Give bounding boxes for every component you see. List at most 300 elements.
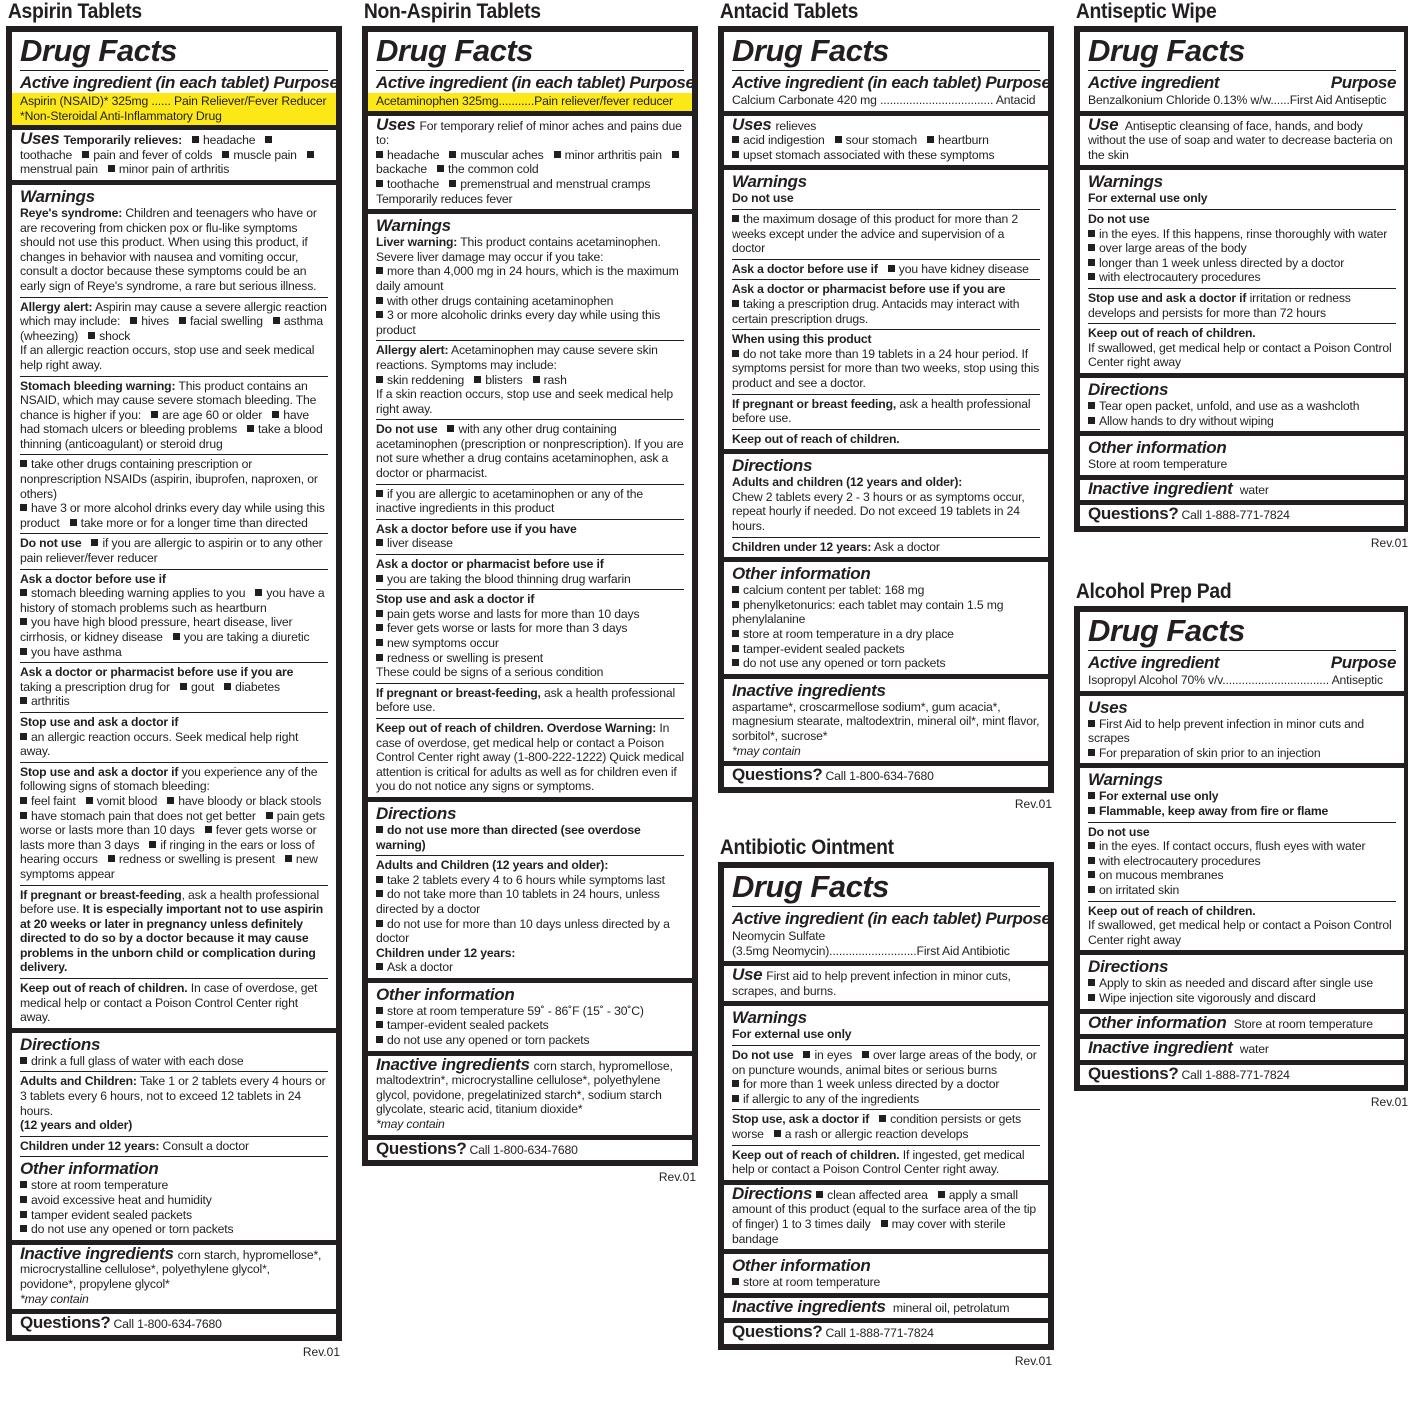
section-heading: Directions [20, 1034, 101, 1054]
section-box [368, 802, 692, 978]
bold-label: Ask a doctor before use if [20, 571, 166, 586]
bullet-icon [1088, 792, 1095, 799]
bullet-icon [803, 1051, 810, 1058]
bold-label: Do not use [1088, 211, 1150, 226]
section-heading: Warnings [1088, 770, 1163, 790]
bullet-icon [938, 1191, 945, 1198]
bullet-icon [20, 504, 27, 511]
text: Aspirin may cause a severe allergic reaction which may include: [20, 299, 327, 329]
bullet-icon [376, 826, 383, 833]
bullet-icon [732, 151, 739, 158]
section-paragraph [732, 1296, 1040, 1316]
section-box [12, 1033, 336, 1240]
bold-label: Keep out of reach of children. [732, 1147, 900, 1162]
bullet-text: acid indigestion [743, 133, 825, 148]
text: *may contain [732, 743, 801, 758]
section-heading: Uses [20, 129, 60, 149]
bullet-icon [1088, 857, 1095, 864]
section-box [368, 1140, 692, 1161]
section-paragraph [1088, 976, 1396, 1005]
bullet-icon [732, 601, 739, 608]
bullet-text: headache [387, 147, 440, 162]
bullet-text: For preparation of skin prior to an injection [1099, 745, 1321, 760]
product-column-aspirin [6, 0, 342, 1359]
bold-label: Do not use [20, 536, 82, 551]
bullet-text: calcium content per tablet: 168 mg [743, 583, 925, 598]
active-ingredient-line: Calcium Carbonate 420 mg ................................... Antacid [732, 93, 1036, 107]
text: Antiseptic cleansing of face, hands, and body without the use of soap and water to decrease bacteria on the skin [1088, 118, 1393, 162]
section-paragraph [20, 1071, 328, 1132]
bullet-icon [732, 586, 739, 593]
section-box [1080, 116, 1404, 166]
bullet-icon [376, 610, 383, 617]
section-box [1080, 955, 1404, 1008]
section-paragraph [732, 583, 1040, 671]
section-heading: Inactive ingredient [1088, 478, 1233, 498]
bold-label: do not use more than directed (see overdose warning) [376, 822, 641, 852]
bullet-text: you are taking a diuretic [183, 630, 310, 644]
bullet-text: pain gets worse and lasts for more than 10 days [387, 606, 640, 621]
section-box [12, 1314, 336, 1335]
section-box [724, 1323, 1048, 1344]
section-paragraph [1088, 209, 1396, 285]
section-paragraph [20, 533, 328, 565]
bold-label: Stop use and ask a doctor if [20, 714, 179, 729]
bullet-icon [376, 490, 383, 497]
bullet-icon [307, 151, 314, 158]
bullet-icon [20, 618, 27, 625]
section-paragraph [20, 1054, 328, 1069]
product-column-alcohol-prep [1074, 580, 1408, 1109]
section-paragraph [20, 206, 328, 294]
section-paragraph [1088, 1038, 1396, 1058]
bold-label: Allergy alert: [376, 343, 449, 358]
drug-facts-header [368, 32, 695, 111]
bold-label: Do not use [1088, 824, 1150, 839]
text: corn starch, hypromellose*, microcrystalline cellulose*, polyethylene glycol*, povidone*, propylene glycol* [20, 1247, 322, 1291]
section-paragraph [732, 279, 1040, 326]
text: relieves [775, 118, 817, 133]
bold-label: Stop use and ask a doctor if [376, 592, 535, 607]
bullet-icon [879, 1115, 886, 1122]
text: *may contain [376, 1117, 445, 1132]
bullet-icon [732, 300, 739, 307]
bold-label: For external use only [1099, 789, 1219, 804]
section-heading: Use [732, 965, 763, 985]
bullet-text: menstrual pain [20, 162, 98, 177]
section-paragraph [376, 683, 684, 715]
bullet-text: have had stomach ulcers or bleeding problems [20, 407, 310, 437]
bullet-text: Apply to skin as needed and discard after single use [1099, 976, 1374, 991]
questions-label: Questions? [376, 1138, 467, 1158]
section-box [1080, 480, 1404, 501]
bold-label: Ask a doctor or pharmacist before use if [376, 557, 604, 572]
bullet-text: if allergic to any of the ingredients [743, 1091, 920, 1106]
bullet-icon [376, 920, 383, 927]
active-ingredient-label: Active ingredient (in each tablet) Purpose [732, 73, 1051, 92]
bold-label: Keep out of reach of children. [20, 981, 188, 996]
bullet-text: condition persists or gets worse [732, 1112, 1022, 1141]
bullet-icon [1088, 244, 1095, 251]
bullet-icon [205, 826, 212, 833]
section-paragraph [732, 329, 1040, 390]
bullet-text: liver disease [387, 536, 453, 551]
bold-label: Do not use [732, 191, 794, 206]
bullet-text: Allow hands to dry without wiping [1099, 413, 1274, 428]
section-paragraph [732, 1027, 1040, 1042]
bullet-text: if you are allergic to aspirin or to any other pain reliever/fever reducer [20, 536, 323, 566]
section-heading: Directions [1088, 379, 1169, 399]
bold-label: Ask a doctor or pharmacist before use if you are [20, 665, 294, 680]
bullet-icon [1088, 720, 1095, 727]
bold-label: Stop use, ask a doctor if [732, 1112, 870, 1127]
bullet-icon [86, 797, 93, 804]
bullet-text: you have high blood pressure, heart disease, liver cirrhosis, or kidney disease [20, 615, 293, 644]
section-paragraph [1088, 1012, 1396, 1032]
section-heading: Warnings [20, 186, 95, 206]
active-ingredient-value [1088, 93, 1396, 108]
section-heading: Warnings [376, 216, 451, 236]
bullet-text: gout [190, 679, 215, 694]
section-heading: Directions [1088, 957, 1169, 977]
bullet-icon [862, 1051, 869, 1058]
bullet-icon [20, 648, 27, 655]
active-ingredient-label: Active ingredient [1088, 653, 1220, 672]
section-box [1080, 378, 1404, 431]
bullet-text: you have a history of stomach problems such as heartburn [20, 586, 325, 615]
section-paragraph [376, 823, 684, 852]
bold-label: Stop use and ask a doctor if [20, 764, 179, 779]
bullet-icon [376, 890, 383, 897]
text: This product contains an NSAID, which may cause severe stomach bleeding. The chance is higher if you: [20, 378, 317, 422]
active-ingredient-header [1088, 653, 1396, 673]
bullet-icon [888, 265, 895, 272]
section-box [724, 1006, 1048, 1179]
bullet-icon [881, 1220, 888, 1227]
section-paragraph [20, 1136, 328, 1154]
bold-label: If pregnant or breast feeding, [732, 396, 897, 411]
section-box [12, 1245, 336, 1309]
bullet-text: do not take more than 19 tablets in a 24 hour period. If symptoms persist for more than two weeks, stop using this product and see a doctor. [732, 346, 1040, 390]
section-paragraph [376, 340, 684, 416]
bullet-icon [20, 1196, 27, 1203]
text: Store at room temperature [1230, 1016, 1373, 1031]
section-box [724, 1185, 1048, 1249]
bullet-text: tamper-evident sealed packets [743, 641, 905, 656]
text: For temporary relief of minor aches and pains due to: [376, 118, 682, 148]
bullet-text: fever gets worse or lasts for more than 3 days [387, 621, 628, 636]
active-ingredient-line: *Non-Steroidal Anti-Inflammatory Drug [20, 108, 222, 123]
bullet-text: in eyes [814, 1047, 853, 1062]
bold-label: Keep out of reach of children. [732, 431, 900, 446]
bullet-icon [88, 332, 95, 339]
bullet-text: for more than 1 week unless directed by a doctor [743, 1077, 1000, 1092]
bold-label: Adults and Children: [20, 1074, 137, 1089]
section-heading: Uses [376, 114, 416, 134]
product-title: Antacid Tablets [719, 0, 859, 23]
questions-phone: Call 1-888-771-7824 [1181, 1067, 1290, 1082]
bullet-icon [108, 855, 115, 862]
bullet-text: on mucous membranes [1099, 868, 1224, 883]
bullet-text: upset stomach associated with these symptoms [743, 147, 995, 162]
bullet-text: do not take more than 10 tablets in 24 hours, unless directed by a doctor [376, 887, 660, 916]
section-heading: Other information [20, 1159, 159, 1179]
text: water [1236, 1042, 1269, 1057]
bold-label: Temporarily relieves: [63, 133, 183, 148]
bullet-icon [732, 136, 739, 143]
bullet-icon [376, 151, 383, 158]
section-box [368, 116, 692, 210]
bold-label: Children under 12 years: [376, 945, 516, 960]
bold-label: Flammable, keep away from fire or flame [1099, 803, 1329, 818]
section-paragraph [376, 519, 684, 551]
bullet-text: taking a prescription drug. Antacids may interact with certain prescription drugs. [732, 296, 1020, 326]
questions-label: Questions? [1088, 1063, 1179, 1083]
bullet-text: if you are allergic to acetaminophen or any of the inactive ingredients in this product [376, 486, 644, 516]
active-ingredient-line: (3.5mg Neomycin)...........................First Aid Antibiotic [732, 943, 1010, 958]
section-box [724, 679, 1048, 761]
text: ask a health professional before use. [376, 685, 676, 715]
bullet-text: Tear open packet, unfold, and use as a washcloth [1099, 398, 1360, 413]
active-ingredient-line: Isopropyl Alcohol 70% v/v................................. Antiseptic [1088, 673, 1383, 687]
section-box [724, 766, 1048, 787]
section-paragraph [20, 129, 328, 177]
bullet-text: Wipe injection site vigorously and discard [1099, 990, 1316, 1005]
section-paragraph [732, 1183, 1040, 1246]
bullet-icon [1088, 749, 1095, 756]
text: *may contain [20, 1291, 89, 1306]
bullet-icon [285, 855, 292, 862]
bullet-icon [1088, 230, 1095, 237]
bullet-text: First Aid to help prevent infection in minor cuts and scrapes [1088, 716, 1365, 746]
text: mineral oil, petrolatum [889, 1300, 1010, 1315]
bullet-icon [273, 317, 280, 324]
drug-facts-header [1080, 32, 1404, 111]
section-paragraph [20, 569, 328, 660]
text: irritation or redness develops and persists for more than 72 hours [1088, 290, 1351, 320]
section-paragraph [20, 762, 328, 882]
product-title: Aspirin Tablets [7, 0, 142, 23]
bullet-icon [774, 1130, 781, 1137]
product-column-non-aspirin [362, 0, 698, 1184]
bullet-icon [732, 1278, 739, 1285]
bullet-icon [1088, 842, 1095, 849]
bullet-text: headache [203, 133, 256, 148]
drug-facts-title: Drug Facts [1088, 34, 1396, 71]
text: you experience any of the following signs of stomach bleeding: [20, 764, 318, 794]
bullet-text: arthritis [31, 694, 70, 709]
bullet-icon [20, 797, 27, 804]
section-paragraph [732, 1045, 1040, 1106]
drug-facts-panel [1074, 26, 1408, 532]
section-heading: Inactive ingredients [376, 1054, 530, 1074]
bullet-icon [732, 645, 739, 652]
bullet-icon [1088, 994, 1095, 1001]
bullet-icon [247, 425, 254, 432]
section-paragraph [376, 484, 684, 516]
bullet-icon [376, 376, 383, 383]
section-box [12, 185, 336, 1028]
questions-line [732, 1322, 1040, 1342]
section-heading: Inactive ingredients [732, 680, 886, 700]
questions-phone: Call 1-800-634-7680 [113, 1317, 222, 1332]
section-box [1080, 696, 1404, 764]
section-heading: Inactive ingredient [1088, 1038, 1233, 1058]
bullet-icon [449, 180, 456, 187]
bullet-icon [167, 797, 174, 804]
bullet-icon [1088, 871, 1095, 878]
section-heading: Warnings [732, 172, 807, 192]
section-paragraph [1088, 114, 1396, 163]
bullet-text: vomit blood [96, 793, 158, 808]
section-box [1080, 505, 1404, 526]
section-box [1080, 1014, 1404, 1035]
bold-label: When using this product [732, 332, 872, 347]
bullet-icon [1088, 259, 1095, 266]
bullet-icon [20, 1057, 27, 1064]
bold-label: Do not use [732, 1047, 794, 1062]
section-paragraph [20, 376, 328, 452]
bullet-icon [1088, 886, 1095, 893]
text: In case of overdose, get medical help or contact a Poison Control Center right away (1-800-222-1222) Quick medical attention is critical for adults as well as for children even if you do not notice any signs or symptoms. [376, 720, 684, 794]
purpose-label: Purpose [1330, 653, 1396, 672]
bullet-icon [20, 812, 27, 819]
bullet-text: premenstrual and menstrual cramps [460, 176, 651, 191]
bullet-text: do not use any opened or torn packets [387, 1033, 590, 1048]
bullet-icon [20, 1225, 27, 1232]
bold-label: Adults and children (12 years and older): [732, 475, 963, 490]
bullet-text: the common cold [447, 162, 539, 177]
bullet-icon [732, 350, 739, 357]
drug-facts-title: Drug Facts [376, 34, 684, 71]
active-ingredient-label: Active ingredient [1088, 73, 1220, 92]
bold-label: Do not use [376, 422, 438, 437]
bullet-text: toothache [387, 176, 440, 191]
bullet-icon [835, 136, 842, 143]
bullet-text: muscle pain [233, 147, 297, 162]
section-paragraph [732, 259, 1040, 277]
bullet-text: Ask a doctor [387, 960, 453, 975]
bullet-icon [672, 151, 679, 158]
bullet-text: muscular aches [460, 147, 544, 162]
bullet-icon [376, 1036, 383, 1043]
purpose-label: Purpose [1330, 73, 1396, 92]
text: If swallowed, get medical help or contact a Poison Control Center right away [1088, 918, 1392, 947]
bullet-icon [732, 659, 739, 666]
bullet-text: redness or swelling is present [118, 852, 275, 867]
questions-phone: Call 1-800-634-7680 [825, 769, 934, 784]
bullet-text: with other drugs containing acetaminophen [387, 293, 614, 308]
bullet-text: new symptoms occur [387, 636, 499, 650]
bullet-icon [376, 311, 383, 318]
section-paragraph [20, 1156, 328, 1236]
bullet-text: hives [141, 314, 169, 329]
section-paragraph [1088, 789, 1396, 818]
active-ingredient-header [376, 73, 695, 93]
bullet-icon [376, 297, 383, 304]
section-paragraph [376, 235, 684, 337]
text: These could be signs of a serious condition [376, 665, 604, 680]
section-paragraph [1088, 399, 1396, 428]
text: Chew 2 tablets every 2 - 3 hours or as symptoms occur, repeat hourly if needed. Do not exceed 19 tablets in 24 hours. [732, 489, 1025, 534]
section-box [724, 1298, 1048, 1319]
bullet-text: with electrocautery procedures [1099, 270, 1261, 285]
section-paragraph [376, 554, 684, 586]
bullet-text: over large areas of the body, or on puncture wounds, animal bites or serious burns [732, 1047, 1037, 1077]
bullet-icon [474, 376, 481, 383]
bullet-icon [20, 1181, 27, 1188]
bullet-icon [1088, 402, 1095, 409]
bullet-icon [91, 539, 98, 546]
bullet-text: in the eyes. If this happens, rinse thoroughly with water [1099, 226, 1388, 241]
text: Children and teenagers who have or are recovering from chicken pox or flu-like symptoms should not use this product. When using this product, if changes in behavior with nausea and vomiting occur, consult a doctor because these symptoms could be an early sign of Reye's syndrome, a rare but serious illness. [20, 205, 317, 293]
bold-label: Stomach bleeding warning: [20, 378, 176, 393]
bullet-icon [108, 165, 115, 172]
bullet-text: have bloody or black stools [178, 793, 322, 808]
bullet-text: tamper-evident sealed packets [387, 1018, 549, 1033]
bullet-text: with any other drug containing acetaminophen (prescription or nonprescription). If you are not sure whether a drug contains acetaminophen, ask a doctor or pharmacist. [376, 422, 684, 481]
bullet-icon [179, 317, 186, 324]
bullet-text: heartburn [937, 133, 989, 148]
section-heading: Directions [732, 456, 813, 476]
section-heading: Uses [732, 114, 772, 134]
bullet-text: take a blood thinning (anticoagulant) or steroid drug [20, 422, 323, 451]
bullet-icon [376, 1007, 383, 1014]
bullet-icon [70, 519, 77, 526]
bullet-icon [20, 460, 27, 467]
section-paragraph [20, 885, 328, 976]
bold-label: Children under 12 years: [732, 539, 872, 554]
bullet-text: on irritated skin [1099, 882, 1180, 897]
bullet-text: in the eyes. If contact occurs, flush eyes with water [1099, 839, 1366, 854]
section-paragraph [20, 1243, 328, 1306]
bullet-text: are age 60 or older [162, 407, 263, 422]
section-paragraph [1088, 822, 1396, 898]
bullet-icon [255, 589, 262, 596]
bullet-text: toothache [20, 147, 73, 162]
bullet-icon [376, 624, 383, 631]
section-heading: Other information [732, 564, 871, 584]
drug-facts-header [724, 32, 1051, 111]
active-ingredient-header [20, 73, 339, 93]
bullet-text: you have kidney disease [898, 261, 1029, 276]
section-heading: Other information [732, 1256, 871, 1276]
questions-label: Questions? [1088, 504, 1179, 524]
bold-label: If pregnant or breast-feeding [20, 887, 182, 902]
bullet-text: fever gets worse or lasts more than 3 days [20, 823, 317, 852]
bullet-text: store at room temperature in a dry place [743, 627, 954, 642]
section-paragraph [1088, 288, 1396, 320]
bold-label: Allergy alert: [20, 299, 93, 314]
section-box [724, 562, 1048, 674]
bullet-icon [437, 165, 444, 172]
section-paragraph [376, 419, 684, 480]
bullet-text: pain gets worse or lasts more than 10 days [20, 808, 325, 838]
bullet-text: an allergic reaction occurs. Seek medical help right away. [20, 729, 299, 759]
bullet-text: 3 or more alcoholic drinks every day while using this product [376, 308, 661, 337]
bullet-text: store at room temperature [31, 1178, 169, 1193]
bullet-icon [732, 630, 739, 637]
drug-facts-header [724, 868, 1051, 961]
bullet-icon [149, 841, 156, 848]
bullet-icon [376, 180, 383, 187]
product-title: Alcohol Prep Pad [1075, 580, 1232, 603]
section-heading: Other information [1088, 438, 1227, 458]
bullet-text: sour stomach [845, 133, 917, 148]
section-heading: Inactive ingredients [732, 1296, 886, 1316]
text: Acetaminophen may cause severe skin reactions. Symptoms may include: [376, 343, 658, 372]
bullet-icon [732, 215, 739, 222]
